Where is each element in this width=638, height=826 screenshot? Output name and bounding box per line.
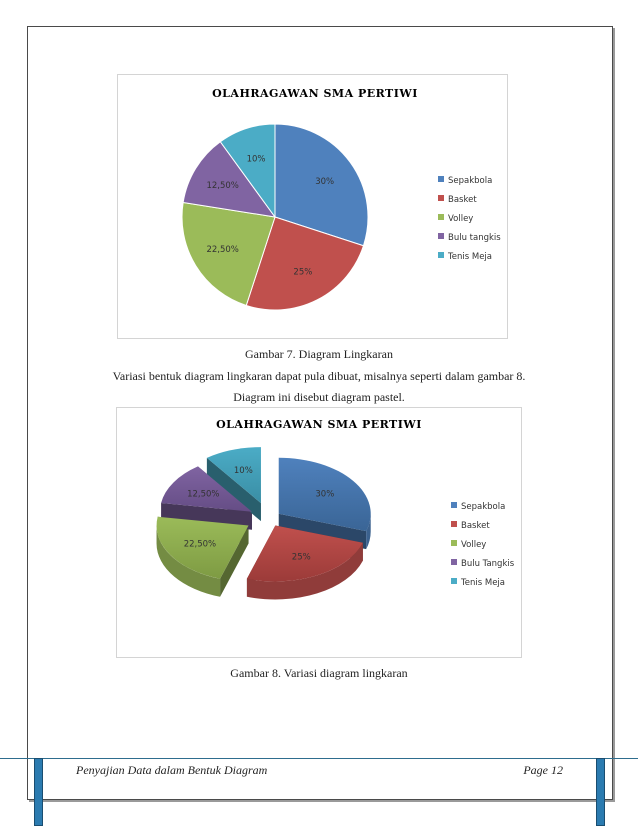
paragraph-line-1: Variasi bentuk diagram lingkaran dapat pula dibuat, misalnya seperti dalam gambar 8. (112, 369, 526, 383)
pie-chart-1-svg (118, 75, 507, 338)
legend-label-tenis-meja: Tenis Meja (448, 252, 492, 262)
legend-swatch-bulu-tangkis (438, 233, 444, 239)
data-label-tenis-meja: 10% (246, 154, 266, 165)
legend-label-basket: Basket (448, 195, 477, 205)
pie-chart-2-svg (117, 408, 521, 657)
data-label-volley: 22,50% (183, 539, 217, 550)
pie-chart-1 (117, 74, 508, 339)
legend-swatch-sepakbola (451, 502, 457, 508)
legend-label-volley: Volley (461, 540, 487, 550)
legend-swatch-basket (451, 521, 457, 527)
data-label-bulu-tangkis: 12,50% (187, 489, 220, 500)
legend-label-sepakbola: Sepakbola (461, 502, 506, 512)
chart-2-title: OLAHRAGAWAN SMA PERTIWI (216, 418, 422, 431)
data-label-basket: 25% (291, 552, 311, 563)
data-label-tenis-meja: 10% (233, 466, 253, 477)
legend-label-volley: Volley (448, 214, 474, 224)
legend-swatch-tenis-meja (451, 578, 457, 584)
data-label-basket: 25% (293, 267, 313, 278)
footer-right-bar (596, 758, 605, 826)
data-label-volley: 22,50% (206, 245, 239, 256)
data-label-bulu-tangkis: 12,50% (206, 180, 239, 191)
legend-swatch-bulu-tangkis (451, 559, 457, 565)
footer-page-number: Page 12 (523, 763, 563, 777)
footer-rule (0, 758, 638, 759)
legend-swatch-volley (451, 540, 457, 546)
legend-swatch-tenis-meja (438, 252, 444, 258)
legend-label-sepakbola: Sepakbola (448, 176, 493, 186)
legend-label-basket: Basket (461, 521, 490, 531)
legend-swatch-volley (438, 214, 444, 220)
footer-title: Penyajian Data dalam Bentuk Diagram (76, 763, 268, 777)
legend-swatch-sepakbola (438, 176, 444, 182)
footer-left-bar (34, 758, 43, 826)
figure-7-caption: Gambar 7. Diagram Lingkaran (245, 347, 393, 361)
legend-label-bulu-tangkis: Bulu Tangkis (461, 559, 515, 569)
chart-1-title: OLAHRAGAWAN SMA PERTIWI (212, 87, 418, 100)
paragraph-line-2: Diagram ini disebut diagram pastel. (233, 390, 405, 404)
pie-chart-2 (116, 407, 522, 658)
figure-8-caption: Gambar 8. Variasi diagram lingkaran (230, 666, 408, 680)
data-label-sepakbola: 30% (315, 489, 335, 500)
data-label-sepakbola: 30% (315, 176, 335, 187)
legend-swatch-basket (438, 195, 444, 201)
legend-label-tenis-meja: Tenis Meja (461, 578, 505, 588)
legend-label-bulu-tangkis: Bulu tangkis (448, 233, 501, 243)
